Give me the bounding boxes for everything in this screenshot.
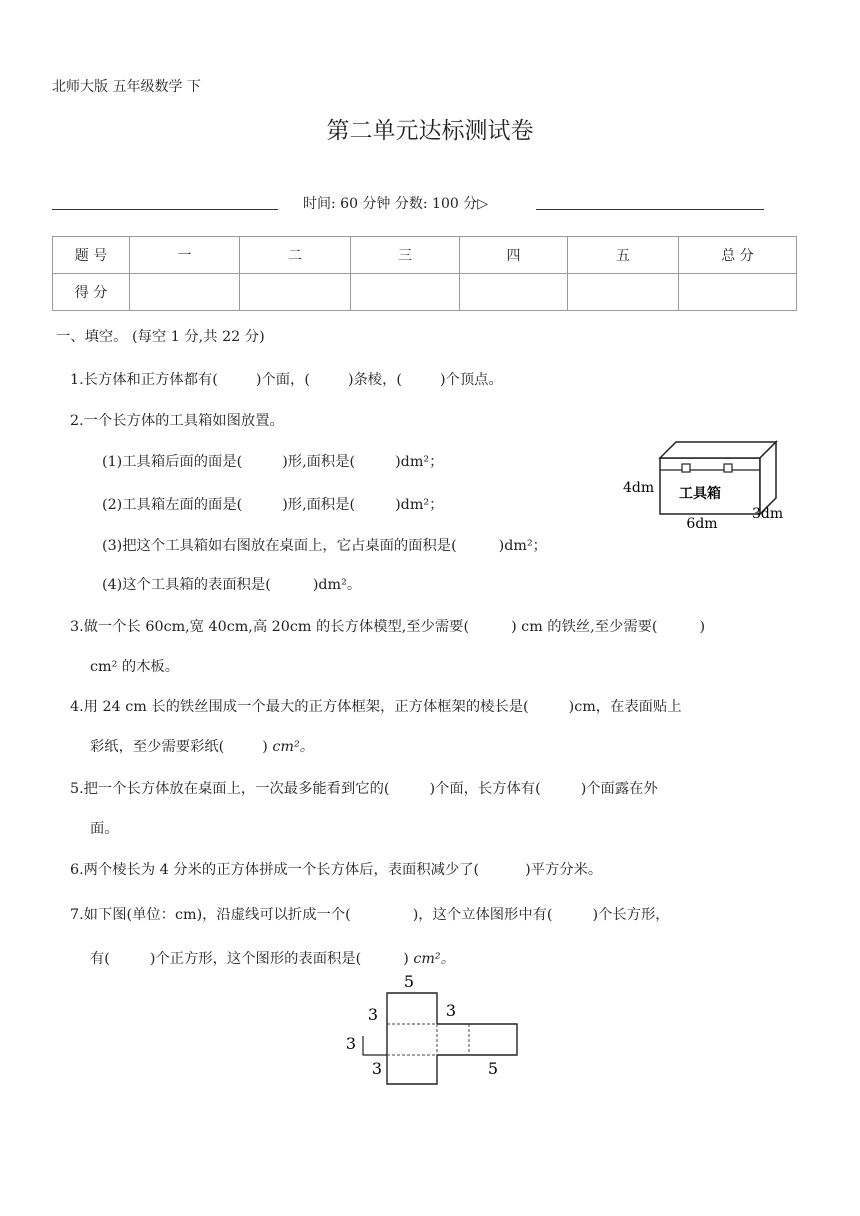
net-label: 3: [445, 1001, 457, 1020]
score-table: [52, 236, 797, 311]
question-5: [70, 778, 658, 798]
q1-text: )个顶点。: [439, 372, 503, 388]
q1-text: )个面，(: [255, 372, 310, 388]
q7-text: )个长方形，: [592, 907, 670, 923]
question-4-cont: [90, 736, 314, 756]
score-cell[interactable]: [460, 274, 568, 311]
score-cell[interactable]: [240, 274, 351, 311]
score-header-row: [53, 237, 797, 274]
q2-text: )dm²；: [395, 497, 444, 513]
score-cell[interactable]: [568, 274, 679, 311]
toolbox-label: 工具箱: [679, 486, 721, 502]
q7-unit: cm²。: [413, 951, 455, 967]
name-underline: [52, 209, 278, 210]
q2-text: (2)工具箱左面的面是(: [102, 497, 243, 513]
score-cell[interactable]: [679, 274, 797, 311]
q3-text: ): [699, 619, 706, 635]
class-underline: [536, 209, 764, 210]
question-2-1: [102, 451, 443, 471]
cuboid-net-figure: [330, 966, 530, 1090]
question-2-3: [102, 535, 547, 555]
section-heading: 一、填空。 (每空 1 分,共 22 分): [56, 329, 265, 345]
question-2-2: [102, 494, 443, 514]
q2-text: )dm²；: [498, 538, 547, 554]
question-7-cont: [90, 948, 455, 968]
q1-text: )条棱，(: [347, 372, 402, 388]
score-header-cell: 四: [460, 237, 568, 274]
q2-text: )dm²；: [395, 454, 444, 470]
q7-text: )个正方形，这个图形的表面积是(: [149, 951, 362, 967]
question-3-cont: cm² 的木板。: [90, 659, 180, 675]
question-1: [70, 369, 503, 389]
q2-text: (4)这个工具箱的表面积是(: [102, 577, 271, 593]
toolbox-height-label: 4dm: [623, 480, 655, 496]
q7-text: )，这个立体图形中有(: [412, 907, 553, 923]
q2-text: )dm²。: [312, 577, 362, 593]
score-cell[interactable]: [351, 274, 460, 311]
q3-text: 3.做一个长 60cm,宽 40cm,高 20cm 的长方体模型,至少需要(: [70, 619, 470, 635]
q6-text: 6.两个棱长为 4 分米的正方体拼成一个长方体后，表面积减少了(: [70, 862, 480, 878]
question-5-cont: 面。: [90, 821, 119, 837]
q4-text: ): [262, 739, 268, 755]
q2-text: (3)把这个工具箱如右图放在桌面上，它占桌面的面积是(: [102, 538, 457, 554]
q2-text: )形,面积是(: [282, 497, 356, 513]
q5-text: )个面，长方体有(: [429, 781, 541, 797]
q5-text: )个面露在外: [580, 781, 658, 797]
score-cell[interactable]: [130, 274, 240, 311]
score-header-cell: 三: [351, 237, 460, 274]
score-header-cell: 一: [130, 237, 240, 274]
q4-text: 彩纸，至少需要彩纸(: [90, 739, 225, 755]
question-2-stem: 2.一个长方体的工具箱如图放置。: [70, 413, 284, 429]
page-title: 第二单元达标测试卷: [326, 118, 534, 144]
net-label: 5: [487, 1059, 499, 1078]
score-header-cell: 二: [240, 237, 351, 274]
net-label: 3: [345, 1034, 357, 1053]
question-7: [70, 904, 670, 924]
q6-text: )平方分米。: [525, 862, 603, 878]
header-label: 北师大版 五年级数学 下: [52, 79, 201, 95]
q3-text: ) cm 的铁丝,至少需要(: [511, 619, 658, 635]
q2-text: )形,面积是(: [282, 454, 356, 470]
question-3: [70, 616, 705, 636]
toolbox-width-label: 3dm: [752, 506, 784, 522]
net-label: 3: [371, 1059, 383, 1078]
score-header-cell: 总 分: [679, 237, 797, 274]
q2-text: (1)工具箱后面的面是(: [102, 454, 243, 470]
q4-unit: cm²。: [272, 739, 314, 755]
net-label: 5: [403, 972, 415, 991]
q5-text: 5.把一个长方体放在桌面上，一次最多能看到它的(: [70, 781, 390, 797]
q4-text: 4.用 24 cm 长的铁丝围成一个最大的正方体框架，正方体框架的棱长是(: [70, 699, 529, 715]
q7-text: 有(: [90, 951, 110, 967]
q4-text: )cm，在表面贴上: [568, 699, 682, 715]
question-4: [70, 696, 682, 716]
toolbox-figure: [620, 436, 800, 532]
exam-meta: 时间: 60 分钟 分数: 100 分▷: [303, 196, 488, 212]
net-label: 3: [367, 1005, 379, 1024]
q7-text: ): [403, 951, 409, 967]
question-6: [70, 859, 602, 879]
toolbox-length-label: 6dm: [686, 516, 718, 532]
q7-text: 7.如下图(单位：cm)，沿虚线可以折成一个(: [70, 907, 351, 923]
question-2-4: [102, 574, 361, 594]
score-value-row: [53, 274, 797, 311]
score-row-label: 得 分: [53, 274, 130, 311]
score-header-cell: 题 号: [53, 237, 130, 274]
q1-text: 1.长方体和正方体都有(: [70, 372, 218, 388]
score-header-cell: 五: [568, 237, 679, 274]
